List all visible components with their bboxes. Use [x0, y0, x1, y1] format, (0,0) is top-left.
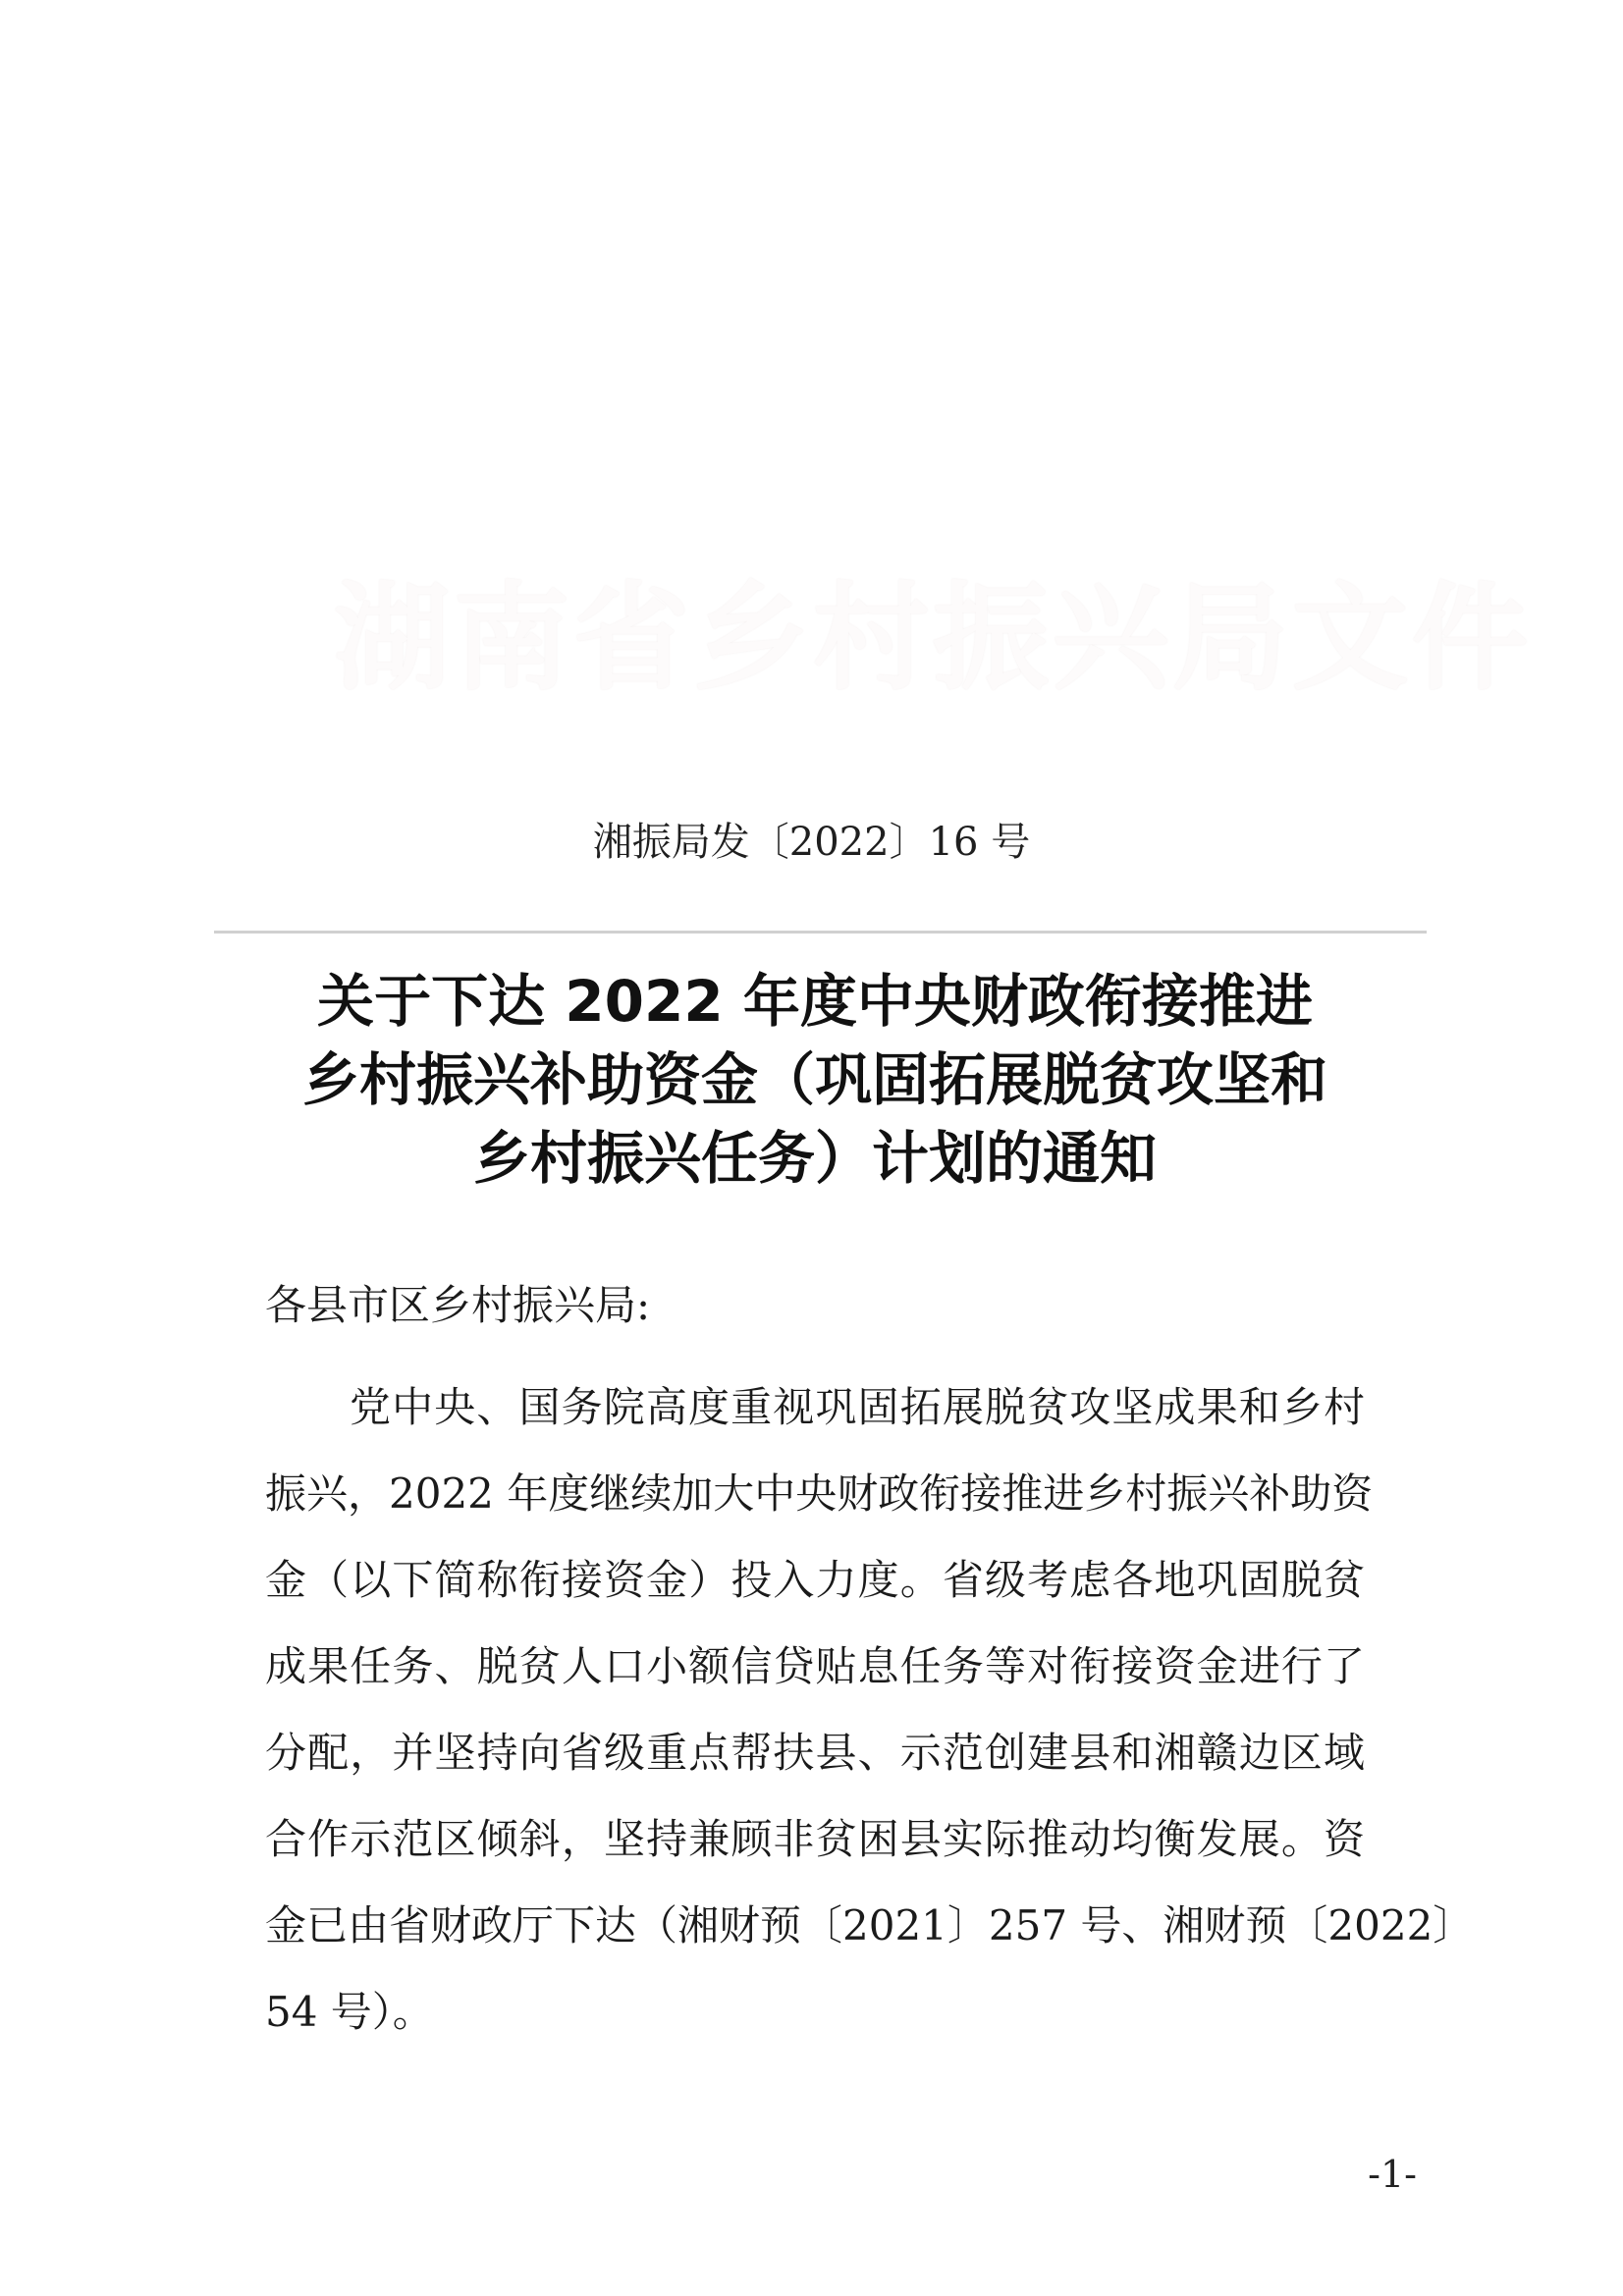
paragraph-line: 金已由省财政厅下达（湘财预〔2021〕257 号、湘财预〔2022〕: [265, 1901, 1475, 1949]
title-line: 关于下达 2022 年度中央财政衔接推进: [317, 968, 1313, 1035]
paragraph-line: 党中央、国务院高度重视巩固拓展脱贫攻坚成果和乡村: [350, 1383, 1365, 1431]
title-line: 乡村振兴任务）计划的通知: [472, 1125, 1157, 1192]
paragraph-line: 成果任务、脱贫人口小额信贷贴息任务等对衔接资金进行了: [265, 1642, 1365, 1690]
paragraph-line: 合作示范区倾斜，坚持兼顾非贫困县实际推动均衡发展。资: [265, 1815, 1365, 1863]
salutation: 各县市区乡村振兴局:: [265, 1281, 651, 1329]
paragraph-line: 金（以下简称衔接资金）投入力度。省级考虑各地巩固脱贫: [265, 1556, 1365, 1604]
header-divider: [214, 931, 1427, 934]
body-paragraph: [265, 1364, 1475, 2056]
document-title: [236, 962, 1394, 1198]
paragraph-line: 54 号）。: [265, 1988, 434, 2036]
paragraph-line: 分配，并坚持向省级重点帮扶县、示范创建县和湘赣边区域: [265, 1729, 1365, 1777]
paragraph-line: 振兴，2022 年度继续加大中央财政衔接推进乡村振兴补助资: [265, 1469, 1374, 1518]
document-number: 湘振局发〔2022〕16 号: [592, 820, 1031, 865]
title-line: 乡村振兴补助资金（巩固拓展脱贫攻坚和: [301, 1046, 1327, 1113]
issuer-banner: 湖南省乡村振兴局文件: [334, 569, 1533, 706]
page-number: -1-: [1368, 2153, 1417, 2196]
